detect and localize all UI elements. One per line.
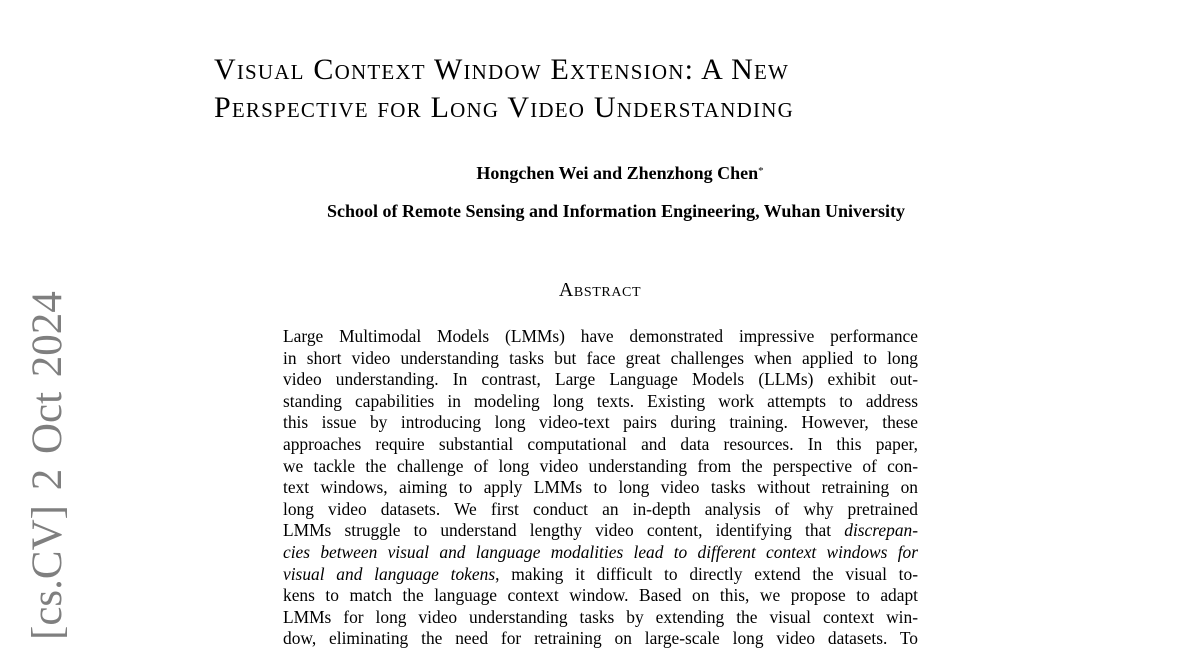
arxiv-stamp	[24, 291, 72, 640]
abstract-line: text windows, aiming to apply LMMs to long video tasks without retraining on	[283, 477, 918, 498]
author-list	[0, 161, 1200, 185]
corresponding-author-mark: *	[758, 165, 764, 177]
title-line-1: Visual Context Window Extension: A New	[214, 53, 789, 86]
abstract-line: video understanding. In contrast, Large Language Models (LLMs) exhibit out-	[283, 369, 918, 390]
abstract-line: approaches require substantial computational and data resources. In this paper,	[283, 433, 918, 454]
abstract-line: this issue by introducing long video-text pairs during training. However, these	[283, 412, 918, 433]
abstract-line: cies between visual and language modalities lead to different context windows for	[283, 541, 918, 562]
title-line-2: Perspective for Long Video Understanding	[214, 91, 794, 124]
abstract-heading: Abstract	[558, 279, 642, 301]
abstract-line: LMMs for long video understanding tasks by extending the visual context win-	[283, 606, 918, 627]
arxiv-category: [cs.CV]	[24, 505, 71, 640]
abstract-line: dow, eliminating the need for retraining on large-scale long video datasets. To	[283, 628, 918, 649]
abstract-line: standing capabilities in modeling long texts. Existing work attempts to address	[283, 390, 918, 411]
arxiv-date: 2 Oct 2024	[24, 291, 71, 491]
abstract-line: we tackle the challenge of long video understanding from the perspective of con-	[283, 455, 918, 476]
author-names: Hongchen Wei and Zhenzhong Chen	[476, 163, 759, 183]
paper-title	[214, 51, 1004, 127]
abstract-line: kens to match the language context window. Based on this, we propose to adapt	[283, 585, 918, 606]
abstract-line: visual and language tokens, making it difficult to directly extend the visual to-	[283, 563, 918, 584]
abstract-body	[283, 326, 918, 650]
abstract-line: LMMs struggle to understand lengthy video content, identifying that discrepan-	[283, 520, 918, 541]
abstract-line: long video datasets. We first conduct an in-depth analysis of why pretrained	[283, 498, 918, 519]
affiliation: School of Remote Sensing and Information Engineering, Wuhan University	[327, 201, 905, 221]
abstract-line: in short video understanding tasks but face great challenges when applied to long	[283, 347, 918, 368]
abstract-line: Large Multimodal Models (LMMs) have demonstrated impressive performance	[283, 326, 918, 346]
